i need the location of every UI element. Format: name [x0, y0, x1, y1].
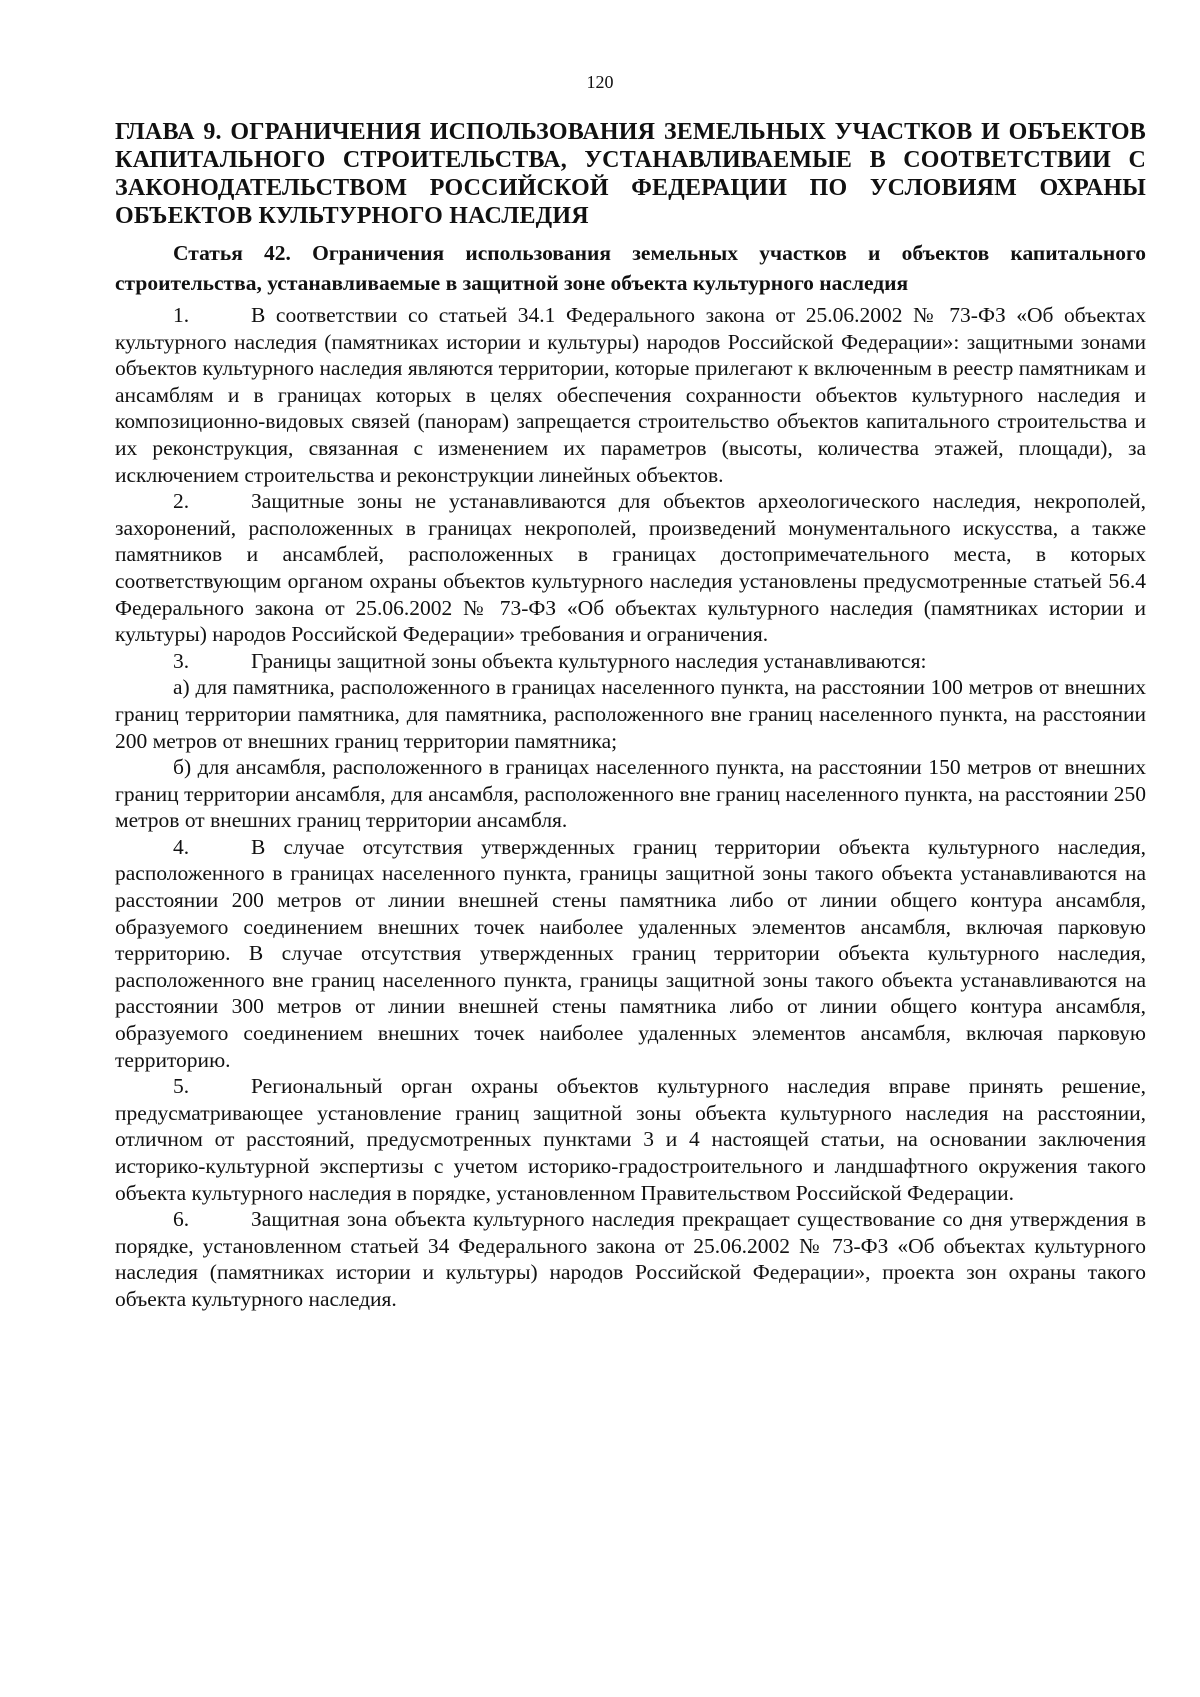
paragraph-6 — [115, 1206, 1146, 1312]
paragraph-5 — [115, 1073, 1146, 1206]
paragraph-number: 4. — [173, 834, 190, 859]
paragraph-text: Границы защитной зоны объекта культурного наследия устанавливаются: — [251, 648, 927, 673]
paragraph-number: 2. — [173, 489, 190, 514]
page-number: 120 — [586, 72, 614, 92]
page-content — [115, 118, 1146, 1313]
paragraph-2 — [115, 488, 1146, 648]
paragraph-text: Защитные зоны не устанавливаются для объектов археологического наследия, некрополей, захоронений, расположенных в границах некрополей, произведений монументального искусства, а также памятников и ансамблей, расположенных в границах достопримечательного места, в которых соответствующим органом охраны объектов культурного наследия установлены предусмотренные статьей 56.4 Федерального закона от 25.06.2002 № 73-ФЗ «Об объектах культурного наследия (памятниках истории и культуры) народов Российской Федерации» требования и ограничения. — [115, 489, 1146, 647]
paragraph-3b — [115, 754, 1146, 834]
paragraph-text: б) для ансамбля, расположенного в границах населенного пункта, на расстоянии 150 метров от внешних границ территории ансамбля, для ансамбля, расположенного вне границ населенного пункта, на расстоянии 250 метров от внешних границ территории ансамбля. — [115, 755, 1146, 833]
paragraph-text: В соответствии со статьей 34.1 Федерального закона от 25.06.2002 № 73-ФЗ «Об объектах культурного наследия (памятниках истории и культуры) народов Российской Федерации»: защитными зонами объектов культурного наследия являются территории, которые прилегают к включенным в реестр памятникам и ансамблям и в границах которых в целях обеспечения сохранности объектов культурного наследия и композиционно-видовых связей (панорам) запрещается строительство объектов капитального строительства и их реконструкция, связанная с изменением их параметров (высоты, количества этажей, площади), за исключением строительства и реконструкции линейных объектов. — [115, 303, 1146, 487]
paragraph-number: 6. — [173, 1207, 190, 1232]
paragraph-3 — [115, 648, 1146, 675]
paragraph-text: Защитная зона объекта культурного наследия прекращает существование со дня утверждения в порядке, установленном статьей 34 Федерального закона от 25.06.2002 № 73-ФЗ «Об объектах культурного наследия (памятниках истории и культуры) народов Российской Федерации», проекта зон охраны такого объекта культурного наследия. — [115, 1207, 1146, 1311]
paragraph-number: 1. — [173, 303, 190, 327]
paragraph-text: а) для памятника, расположенного в границах населенного пункта, на расстоянии 100 метров от внешних границ территории памятника, для памятника, расположенного вне границ населенного пункта, на расстоянии 200 метров от внешних границ территории памятника; — [115, 675, 1146, 753]
paragraph-text: Региональный орган охраны объектов культурного наследия вправе принять решение, предусматривающее установление границ защитной зоны объекта культурного наследия на расстоянии, отличном от расстояний, предусмотренных пунктами 3 и 4 настоящей статьи, на основании заключения историко-культурной экспертизы с учетом историко-градостроительного и ландшафтного окружения такого объекта культурного наследия в порядке, установленном Правительством Российской Федерации. — [115, 1074, 1146, 1205]
paragraph-number: 3. — [173, 648, 190, 673]
chapter-title: ГЛАВА 9. ОГРАНИЧЕНИЯ ИСПОЛЬЗОВАНИЯ ЗЕМЕЛЬНЫХ УЧАСТКОВ И ОБЪЕКТОВ КАПИТАЛЬНОГО СТРОИТЕЛЬСТВА, УСТАНАВЛИВАЕМЫЕ В СООТВЕТСТВИИ С ЗАКОНОДАТЕЛЬСТВОМ РОССИЙСКОЙ ФЕДЕРАЦИИ ПО УСЛОВИЯМ ОХРАНЫ ОБЪЕКТОВ КУЛЬТУРНОГО НАСЛЕДИЯ — [115, 119, 1146, 229]
paragraph-text: В случае отсутствия утвержденных границ территории объекта культурного наследия, расположенного в границах населенного пункта, границы защитной зоны такого объекта устанавливаются на расстоянии 200 метров от линии внешней стены памятника либо от линии общего контура ансамбля, образуемого соединением внешних точек наиболее удаленных элементов ансамбля, включая парковую территорию. В случае отсутствия утвержденных границ территории объекта культурного наследия, расположенного вне границ населенного пункта, границы защитной зоны такого объекта устанавливаются на расстоянии 300 метров от линии внешней стены памятника либо от линии общего контура ансамбля, образуемого соединением внешних точек наиболее удаленных элементов ансамбля, включая парковую территорию. — [115, 834, 1146, 1072]
paragraph-number: 5. — [173, 1074, 190, 1099]
article-title: Статья 42. Ограничения использования земельных участков и объектов капитального строительства, устанавливаемые в защитной зоне объекта культурного наследия — [115, 241, 1146, 295]
paragraph-3a — [115, 674, 1146, 754]
paragraph-1 — [115, 302, 1146, 488]
paragraph-4 — [115, 834, 1146, 1073]
